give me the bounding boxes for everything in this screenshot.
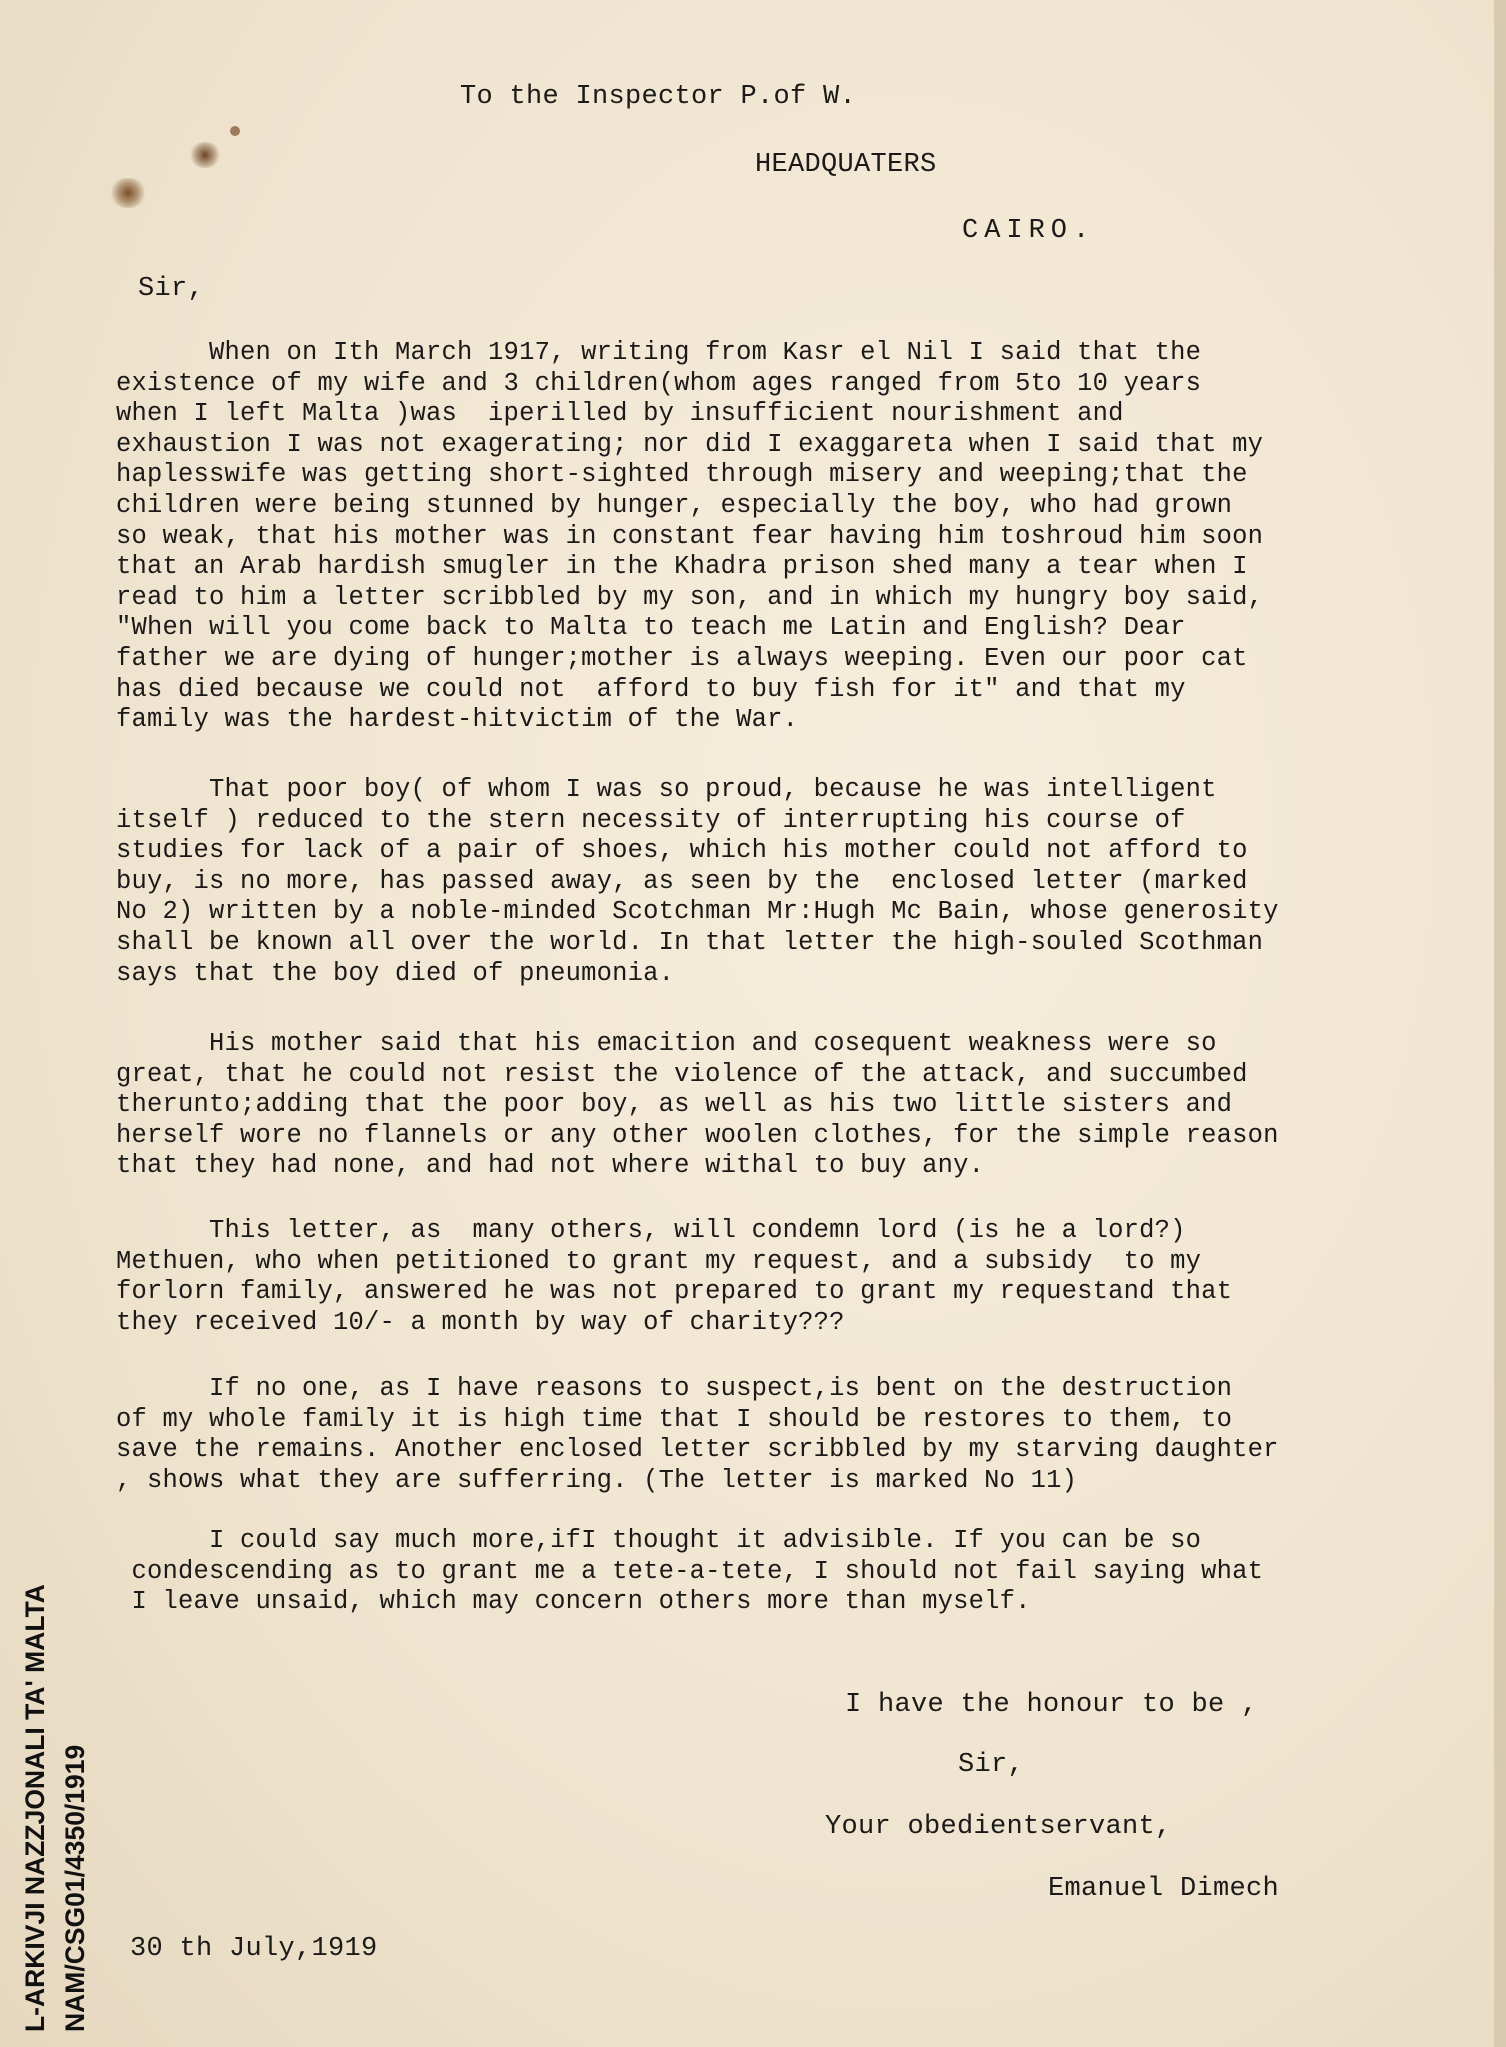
archive-reference bbox=[0, 1500, 110, 2040]
text-line: when I left Malta )was iperilled by insufficient nourishment and bbox=[116, 399, 1124, 429]
addressee-headquarters: HEADQUATERS bbox=[755, 150, 937, 180]
text-line: forlorn family, answered he was not prepared to grant my requestand that bbox=[116, 1277, 1233, 1307]
text-line: studies for lack of a pair of shoes, which his mother could not afford to bbox=[116, 836, 1248, 866]
text-line: family was the hardest-hitvictim of the War. bbox=[116, 705, 799, 735]
text-line: has died because we could not afford to buy fish for it" and that my bbox=[116, 674, 1186, 704]
text-line: When on Ith March 1917, writing from Kasr el Nil I said that the bbox=[116, 338, 1202, 367]
signature: Emanuel Dimech bbox=[1048, 1874, 1280, 1904]
text-line: itself ) reduced to the stern necessity of interrupting his course of bbox=[116, 805, 1186, 835]
text-line: buy, is no more, has passed away, as seen by the enclosed letter (marked bbox=[116, 866, 1248, 896]
ink-stain bbox=[108, 178, 148, 208]
archive-name: L-ARKIVJI NAZZJONALI TA' MALTA bbox=[20, 1584, 50, 2032]
paragraph-1 bbox=[116, 338, 1263, 736]
text-line: therunto;adding that the poor boy, as well as his two little sisters and bbox=[116, 1090, 1233, 1120]
paragraph-2 bbox=[116, 775, 1279, 989]
text-line: herself wore no flannels or any other woolen clothes, for the simple reason bbox=[116, 1120, 1279, 1150]
closing-servant: Your obedientservant, bbox=[825, 1812, 1172, 1842]
text-line: father we are dying of hunger;mother is always weeping. Even our poor cat bbox=[116, 643, 1248, 673]
text-line: , shows what they are sufferring. (The letter is marked No 11) bbox=[116, 1465, 1078, 1495]
text-line: they received 10/- a month by way of charity??? bbox=[116, 1307, 845, 1337]
text-line: save the remains. Another enclosed letter scribbled by my starving daughter bbox=[116, 1435, 1279, 1465]
ink-stain bbox=[230, 126, 240, 136]
paper-edge bbox=[1494, 0, 1506, 2047]
text-line: I leave unsaid, which may concern others more than myself. bbox=[116, 1587, 1031, 1617]
archive-reference-number: NAM/CSG01/4350/1919 bbox=[60, 1744, 90, 2032]
closing-salutation: Sir, bbox=[958, 1750, 1025, 1780]
text-line: condescending as to grant me a tete-a-tete, I should not fail saying what bbox=[116, 1556, 1264, 1586]
addressee-line: To the Inspector P.of W. bbox=[460, 82, 857, 112]
text-line: This letter, as many others, will condemn lord (is he a lord?) bbox=[116, 1216, 1186, 1245]
text-line: so weak, that his mother was in constant fear having him toshroud him soon bbox=[116, 521, 1264, 551]
closing-formula: I have the honour to be , bbox=[845, 1690, 1258, 1720]
text-line: great, that he could not resist the violence of the attack, and succumbed bbox=[116, 1059, 1248, 1089]
text-line: "When will you come back to Malta to teach me Latin and English? Dear bbox=[116, 613, 1186, 643]
text-line: says that the boy died of pneumonia. bbox=[116, 958, 675, 988]
text-line: that they had none, and had not where withal to buy any. bbox=[116, 1151, 985, 1181]
text-line: haplesswife was getting short-sighted through misery and weeping;that the bbox=[116, 460, 1248, 490]
text-line: His mother said that his emacition and cosequent weakness were so bbox=[116, 1029, 1217, 1058]
salutation: Sir, bbox=[138, 274, 205, 304]
addressee-city: CAIRO. bbox=[962, 216, 1096, 246]
text-line: That poor boy( of whom I was so proud, because he was intelligent bbox=[116, 775, 1217, 804]
text-line: shall be known all over the world. In that letter the high-souled Scothman bbox=[116, 927, 1264, 957]
text-line: existence of my wife and 3 children(whom ages ranged from 5to 10 years bbox=[116, 368, 1202, 398]
paragraph-5 bbox=[116, 1374, 1279, 1496]
paragraph-4 bbox=[116, 1216, 1232, 1338]
ink-stain bbox=[188, 142, 222, 168]
text-line: of my whole family it is high time that I should be restores to them, to bbox=[116, 1404, 1233, 1434]
text-line: exhaustion I was not exagerating; nor did I exaggareta when I said that my bbox=[116, 429, 1264, 459]
text-line: Methuen, who when petitioned to grant my request, and a subsidy to my bbox=[116, 1246, 1202, 1276]
text-line: No 2) written by a noble-minded Scotchman Mr:Hugh Mc Bain, whose generosity bbox=[116, 897, 1279, 927]
text-line: I could say much more,ifI thought it advisible. If you can be so bbox=[116, 1526, 1202, 1555]
text-line: read to him a letter scribbled by my son, and in which my hungry boy said, bbox=[116, 582, 1264, 612]
text-line: that an Arab hardish smugler in the Khadra prison shed many a tear when I bbox=[116, 552, 1248, 582]
text-line: children were being stunned by hunger, especially the boy, who had grown bbox=[116, 490, 1233, 520]
paragraph-6 bbox=[116, 1526, 1263, 1618]
letter-date: 30 th July,1919 bbox=[130, 1934, 378, 1964]
paragraph-3 bbox=[116, 1029, 1279, 1182]
text-line: If no one, as I have reasons to suspect,is bent on the destruction bbox=[116, 1374, 1233, 1403]
